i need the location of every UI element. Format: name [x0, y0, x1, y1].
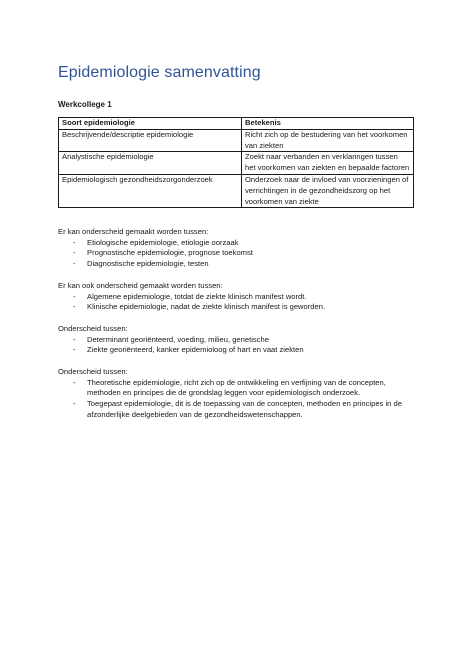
bullet-list	[58, 292, 325, 313]
table-header-row	[59, 118, 414, 130]
table-cell-type: Analystische epidemiologie	[59, 152, 242, 175]
table-cell-meaning: Richt zich op de bestudering van het voorkomen van ziekten	[242, 129, 414, 152]
table-row	[59, 152, 414, 175]
table-cell-type: Epidemiologisch gezondheidszorgonderzoek	[59, 174, 242, 207]
list-item: - Theoretische epidemiologie, richt zich op de ontwikkeling en verfijning van de concepten, methoden en principes die de grondslag leggen voor epidemiologisch onderzoek.	[58, 378, 417, 399]
section-intro: Er kan onderscheid gemaakt worden tussen:	[58, 227, 209, 236]
list-item: - Ziekte georiënteerd, kanker epidemioloog of hart en vaat ziekten	[58, 345, 304, 356]
section-distinction-4	[58, 367, 417, 421]
list-item: - Etiologische epidemiologie, etiologie oorzaak	[58, 238, 253, 249]
table-cell-meaning: Zoekt naar verbanden en verklaringen tussen het voorkomen van ziekten en bepaalde factoren	[242, 152, 414, 175]
table-cell-type: Beschrijvende/descriptie epidemiologie	[59, 129, 242, 152]
list-item: - Klinische epidemiologie, nadat de ziekte klinisch manifest is geworden.	[58, 302, 325, 313]
section-distinction-3	[58, 324, 304, 356]
epidemiology-types-table	[58, 117, 414, 208]
section-intro: Er kan ook onderscheid gemaakt worden tussen:	[58, 281, 223, 290]
section-intro: Onderscheid tussen:	[58, 367, 128, 376]
section-distinction-2	[58, 281, 325, 313]
page-title: Epidemiologie samenvatting	[58, 64, 261, 81]
section-distinction-1	[58, 227, 253, 270]
list-item: - Toegepast epidemiologie, dit is de toepassing van de concepten, methoden en principes in de afzonderlijke deelgebieden van de gezondheidswetenschappen.	[58, 399, 417, 420]
table-row	[59, 174, 414, 207]
bullet-list	[58, 335, 304, 356]
table-header-type: Soort epidemiologie	[59, 118, 242, 130]
section-intro: Onderscheid tussen:	[58, 324, 128, 333]
list-item: - Diagnostische epidemiologie, testen	[58, 259, 253, 270]
table-row	[59, 129, 414, 152]
table-cell-meaning: Onderzoek naar de invloed van voorzieningen of verrichtingen in de gezondheidszorg op het voorkomen van ziekte	[242, 174, 414, 207]
bullet-list	[58, 378, 417, 421]
section-heading: Werkcollege 1	[58, 100, 112, 109]
bullet-list	[58, 238, 253, 270]
table-header-meaning: Betekenis	[242, 118, 414, 130]
list-item: - Determinant georiënteerd, voeding, milieu, genetische	[58, 335, 304, 346]
list-item: - Algemene epidemiologie, totdat de ziekte klinisch manifest wordt.	[58, 292, 325, 303]
list-item: - Prognostische epidemiologie, prognose toekomst	[58, 248, 253, 259]
